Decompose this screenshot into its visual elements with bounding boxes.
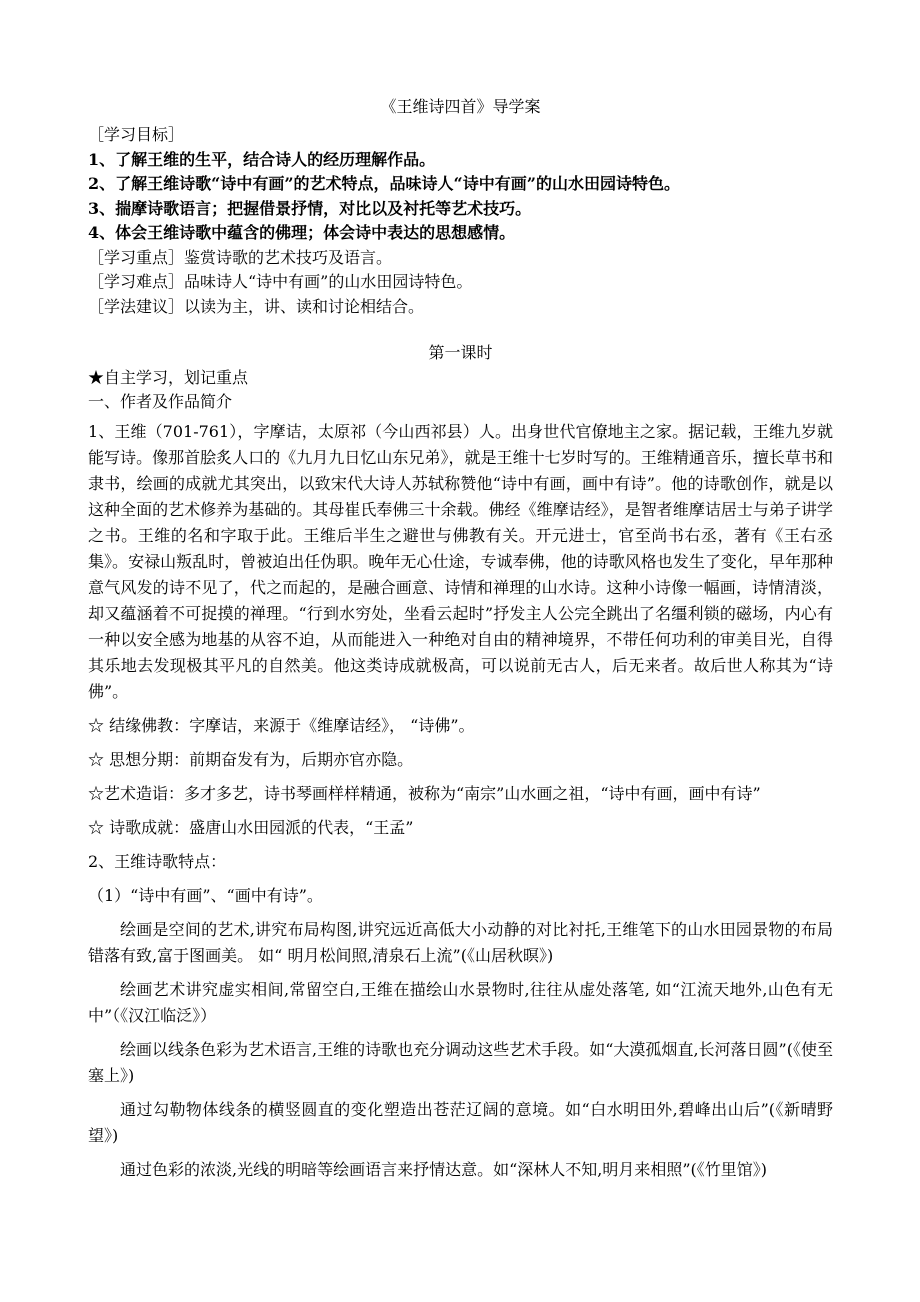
section-heading: 2、王维诗歌特点： (88, 851, 227, 871)
method-advice: ［学法建议］以读为主，讲、读和讨论相结合。 (88, 296, 425, 316)
lesson-heading: 第一课时 (428, 343, 493, 362)
goal-item: 3、揣摩诗歌语言；把握借景抒情，对比以及衬托等艺术技巧。 (88, 198, 532, 218)
art-paragraph: 通过勾勒物体线条的横竖圆直的变化塑造出苍茫辽阔的意境。如“白水明田外,碧峰出山后”(《新晴野望》) (88, 1099, 833, 1145)
art-paragraph: 绘画艺术讲究虚实相间,常留空白,王维在描绘山水景物时,往往从虚处落笔, 如“江流天地外,山色有无中”（《汉江临泛》） (88, 979, 833, 1025)
key-point: ［学习重点］鉴赏诗歌的艺术技巧及语言。 (88, 247, 393, 267)
goals-header: ［学习目标］ (88, 125, 185, 144)
spacer (88, 319, 833, 341)
page-title: 《王维诗四首》导学案 (380, 97, 541, 116)
goal-item: 2、了解王维诗歌“诗中有画”的艺术特点，品味诗人“诗中有画”的山水田园诗特色。 (88, 174, 680, 193)
self-study-heading: ★自主学习，划记重点 (88, 367, 249, 387)
art-paragraph: 通过色彩的浓淡,光线的明暗等绘画语言来抒情达意。如“深林人不知,明月来相照”(《竹里馆》) (120, 1159, 768, 1179)
note-item: ☆ 思想分期：前期奋发有为，后期亦官亦隐。 (88, 749, 414, 769)
note-item: ☆ 结缘佛教：字摩诘，来源于《维摩诘经》， “诗佛”。 (88, 715, 475, 735)
note-item: ☆ 诗歌成就：盛唐山水田园派的代表，“王孟” (88, 817, 414, 837)
subsection-heading: （1）“诗中有画”、“画中有诗”。 (88, 885, 323, 905)
goal-item: 1、了解王维的生平，结合诗人的经历理解作品。 (88, 149, 436, 169)
section-heading: 一、作者及作品简介 (88, 392, 233, 411)
document-page (88, 96, 833, 1183)
art-paragraph: 绘画是空间的艺术,讲究布局构图,讲究远近高低大小动静的对比衬托,王维笔下的山水田园景物的布局错落有致,富于图画美。 如“ 明月松间照,清泉石上流”(《山居秋暝》) (88, 919, 833, 965)
difficulty: ［学习难点］品味诗人“诗中有画”的山水田园诗特色。 (88, 272, 473, 291)
art-paragraph: 绘画以线条色彩为艺术语言,王维的诗歌也充分调动这些艺术手段。如“大漠孤烟直,长河落日圆”(《使至塞上》) (88, 1039, 833, 1085)
note-item: ☆艺术造诣：多才多艺，诗书琴画样样精通，被称为“南宗”山水画之祖，“诗中有画，画中有诗” (88, 783, 761, 803)
author-bio: 1、王维（701-761），字摩诘，太原祁（今山西祁县）人。出身世代官僚地主之家。据记载，王维九岁就能写诗。像那首脍炙人口的《九月九日忆山东兄弟》，就是王维十七岁时写的。王维精通音乐，擅长草书和隶书，绘画的成就尤其突出，以致宋代大诗人苏轼称赞他“诗中有画，画中有诗”。他的诗歌创作，就是以这种全面的艺术修养为基础的。其母崔氏奉佛三十余载。佛经《维摩诘经》，是智者维摩诘居士与弟子讲学之书。王维的名和字取于此。王维后半生之避世与佛教有关。开元进士，官至尚书右丞，著有《王右丞集》。安禄山叛乱时，曾被迫出任伪职。晚年无心仕途，专诚奉佛，他的诗歌风格也发生了变化，早年那种意气风发的诗不见了，代之而起的，是融合画意、诗情和禅理的山水诗。这种小诗像一幅画，诗情清淡，却又蕴涵着不可捉摸的禅理。“行到水穷处，坐看云起时”抒发主人公完全跳出了名缰利锁的磁场，内心有一种以安全感为地基的从容不迫，从而能进入一种绝对自由的精神境界，不带任何功利的审美目光，自得其乐地去发现极其平凡的自然美。他这类诗成就极高，可以说前无古人，后无来者。故后世人称其为“诗佛”。 (88, 421, 833, 701)
goal-item: 4、体会王维诗歌中蕴含的佛理；体会诗中表达的思想感情。 (88, 223, 516, 242)
